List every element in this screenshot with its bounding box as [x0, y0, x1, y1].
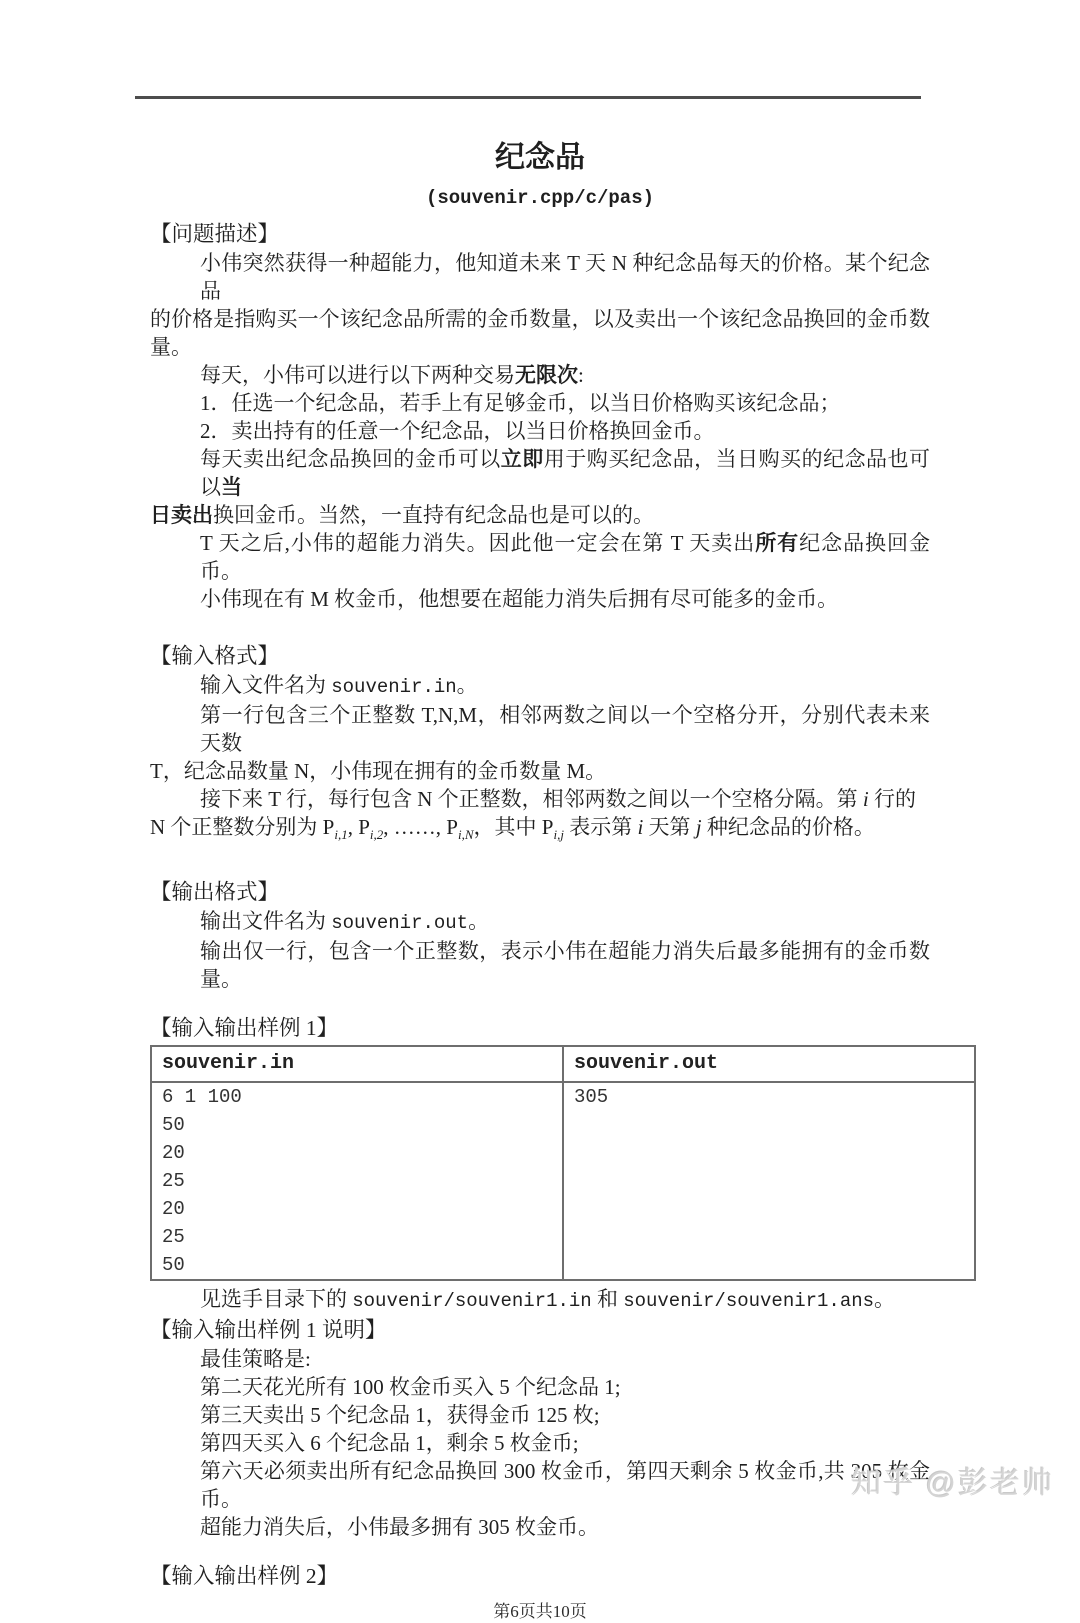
sample-input-cell: [151, 1082, 563, 1280]
code-line: 25: [162, 1226, 185, 1248]
text-line: 超能力消失后，小伟最多拥有 305 枚金币。: [200, 1515, 599, 1539]
text-line: 小伟突然获得一种超能力，他知道未来 T 天 N 种纪念品每天的价格。某个纪念品: [200, 251, 930, 303]
table-header-output-file: souvenir.out: [563, 1046, 975, 1082]
code-line: 20: [162, 1198, 185, 1220]
code-line: 25: [162, 1170, 185, 1192]
text-line: 第一行包含三个正整数 T,N,M，相邻两数之间以一个空格分开，分别代表未来天数: [200, 703, 930, 755]
text-line: 输入文件名为 souvenir.in。: [200, 673, 478, 698]
text-line: 第二天花光所有 100 枚金币买入 5 个纪念品 1;: [200, 1375, 621, 1399]
watermark: 知乎 @彭老帅: [851, 1467, 1054, 1500]
text-line: T 天之后,小伟的超能力消失。因此他一定会在第 T 天卖出所有纪念品换回金币。: [200, 531, 931, 583]
code-line: 305: [574, 1086, 609, 1108]
text-line: T，纪念品数量 N，小伟现在拥有的金币数量 M。: [150, 759, 607, 783]
text-line: 接下来 T 行，每行包含 N 个正整数，相邻两数之间以一个空格分隔。第 i 行的: [200, 787, 916, 811]
text-line: 输出仅一行，包含一个正整数，表示小伟在超能力消失后最多能拥有的金币数量。: [200, 939, 930, 991]
section-header-sample2: 【输入输出样例 2】: [150, 1564, 339, 1588]
section-header-problem: 【问题描述】: [150, 222, 280, 246]
section-output-format: [150, 877, 930, 993]
text-line: 日卖出换回金币。当然，一直持有纪念品也是可以的。: [150, 503, 654, 527]
section-sample1-explanation: [150, 1315, 930, 1541]
section-input-format: [150, 641, 930, 841]
section-sample1: [150, 1013, 930, 1315]
text-line: 最佳策略是:: [200, 1347, 311, 1371]
text-line: 1．任选一个纪念品，若手上有足够金币，以当日价格购买该纪念品；: [200, 391, 841, 415]
section-problem: [150, 219, 930, 613]
input-format-text: [150, 671, 930, 841]
text-line: 每天，小伟可以进行以下两种交易无限次:: [200, 363, 584, 387]
section-sample2: [150, 1561, 930, 1591]
code-line: 20: [162, 1142, 185, 1164]
text-line: 的价格是指购买一个该纪念品所需的金币数量，以及卖出一个该纪念品换回的金币数量。: [150, 307, 930, 359]
output-format-text: [150, 907, 930, 993]
page-content: [150, 99, 930, 1623]
section-header-sample1-explanation: 【输入输出样例 1 说明】: [150, 1318, 387, 1342]
sample-reference-note: [150, 1285, 930, 1315]
text-line: 每天卖出纪念品换回的金币可以立即用于购买纪念品，当日购买的纪念品也可以当: [200, 447, 931, 499]
table-header-input-file: souvenir.in: [151, 1046, 563, 1082]
text-line: 第六天必须卖出所有纪念品换回 300 枚金币，第四天剩余 5 枚金币,共 305 枚金币。: [200, 1459, 930, 1511]
text-line: 输出文件名为 souvenir.out。: [200, 909, 490, 934]
sample1-table-header-row: [151, 1046, 975, 1082]
section-header-input-format: 【输入格式】: [150, 644, 280, 668]
sample-output-cell: [563, 1082, 975, 1280]
text-line: 见选手目录下的 souvenir/souvenir1.in 和 souvenir/souvenir1.ans。: [200, 1287, 896, 1312]
sample1-table-data-row: [151, 1082, 975, 1280]
section-header-output-format: 【输出格式】: [150, 880, 280, 904]
file-subtitle: (souvenir.cpp/c/pas): [425, 187, 655, 209]
page-title: 纪念品: [495, 141, 585, 174]
problem-text: [150, 249, 930, 613]
code-line: 6 1 100: [162, 1086, 242, 1108]
text-line: 2．卖出持有的任意一个纪念品，以当日价格换回金币。: [200, 419, 715, 443]
sample1-table: [150, 1045, 976, 1281]
sample1-explanation-text: [150, 1345, 930, 1541]
text-line: 小伟现在有 M 枚金币，他想要在超能力消失后拥有尽可能多的金币。: [200, 587, 839, 611]
text-line: N 个正整数分别为 $P_{i,1}$, $P_{i,2}$, ……, $P_{i,N}$，其中 $P_{i,j}$ 表示第 i 天第 j 种纪念品的价格。: [150, 815, 875, 843]
section-header-sample1: 【输入输出样例 1】: [150, 1016, 339, 1040]
page-footer: 第6页共10页: [493, 1602, 587, 1621]
text-line: 第四天买入 6 个纪念品 1，剩余 5 枚金币;: [200, 1431, 579, 1455]
text-line: 第三天卖出 5 个纪念品 1，获得金币 125 枚;: [200, 1403, 600, 1427]
code-line: 50: [162, 1254, 185, 1276]
code-line: 50: [162, 1114, 185, 1136]
